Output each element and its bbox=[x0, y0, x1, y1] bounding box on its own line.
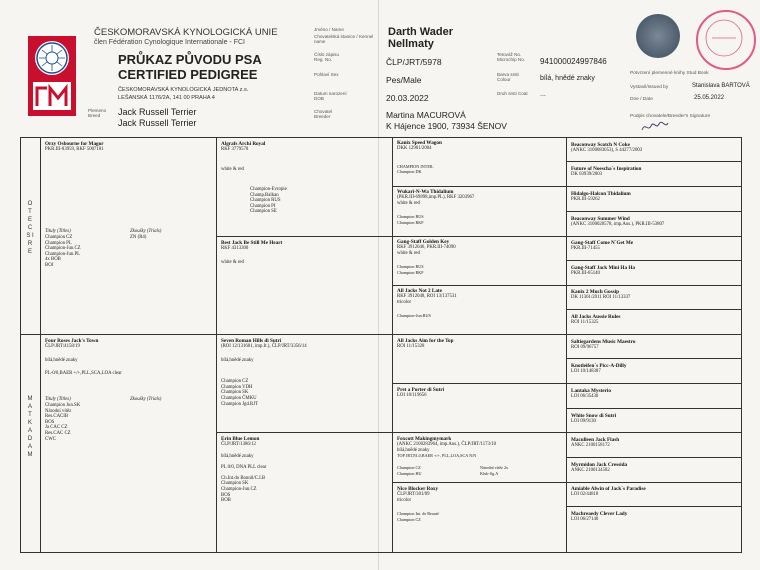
sire-side-label: O T E C S I R E bbox=[26, 201, 34, 255]
title: Champion CZ bbox=[45, 235, 73, 240]
g4-reg: DK 11361/2011 ROI 11/13337 bbox=[571, 295, 631, 300]
g4-reg: LOI 09/9130 bbox=[571, 419, 596, 424]
dob-label: Datum narození DOB bbox=[314, 91, 347, 101]
g4-cell-14 bbox=[571, 462, 627, 474]
g4-cell-12 bbox=[571, 413, 616, 425]
title: Champion RKF bbox=[397, 219, 424, 225]
sire-sire-colour: white & red bbox=[221, 166, 244, 172]
g4-name: Hidalgo-Halcon Thidalium bbox=[571, 191, 631, 197]
title: Res.CAC CZ bbox=[45, 430, 71, 436]
sire-cell bbox=[45, 141, 213, 153]
title: Champion-Evropie bbox=[250, 187, 287, 192]
dam-side-label: M A T K A D A M bbox=[27, 396, 33, 458]
title: BOS bbox=[45, 419, 55, 425]
title: Champion SK bbox=[221, 481, 249, 487]
issue-date-value: 25.05.2022 bbox=[694, 95, 725, 101]
breeder-name: Martina MACUROVÁ bbox=[386, 110, 466, 120]
dds-titles-2 bbox=[480, 465, 508, 476]
sss-reg: DKK 12901/2004 bbox=[397, 146, 432, 151]
title: Champion SE bbox=[250, 209, 277, 215]
g4-reg: LOI 06/35430 bbox=[571, 394, 599, 399]
dds-health: TOP JRT,P,L0,BAER +/+, PLL,LOA,SCA N/N bbox=[397, 453, 477, 459]
ssd-name: Wukari-N-Wa Thidalium bbox=[397, 189, 454, 195]
sss-cell bbox=[397, 140, 442, 175]
g4-reg: ROI 09/96757 bbox=[571, 345, 599, 350]
dsd-name: Pret a Porter di Sutri bbox=[397, 387, 445, 393]
issued-by-value: Stanislava BARTOVÁ bbox=[692, 83, 750, 89]
breeder-signature-label: Podpis chovatele/Breeder's Signature bbox=[630, 114, 711, 119]
dam-sire-cell bbox=[221, 338, 307, 407]
ssd-reg: (PKR.III-69898,imp.PL), RKF 3203967 bbox=[397, 195, 475, 200]
title: Champion-Jun.CZ bbox=[45, 246, 81, 252]
breed-label: Plemeno Breed bbox=[88, 108, 107, 118]
title: Champion PI bbox=[250, 203, 276, 209]
g4-cell-15 bbox=[571, 486, 646, 498]
g4-name: Beaconway Summer Wind bbox=[571, 216, 630, 222]
g4-reg: PKR.III-59262 bbox=[571, 197, 600, 202]
kennel-label: Chovatelská stanice / Kennel name bbox=[314, 34, 374, 44]
sds-name: Gang-Staff Golden Key bbox=[397, 239, 450, 245]
g4-reg: PKR.III-65140 bbox=[571, 271, 600, 276]
sds-colour: white & red bbox=[397, 250, 420, 256]
title: Champion-Jun.PL bbox=[45, 251, 81, 257]
g4-name: Future of Noescha´s Inspiration bbox=[571, 166, 642, 172]
sire-reg: PKR.III-83959, RKF 5007181 bbox=[45, 147, 104, 152]
studbook-label: Potvrzení plemenné knihy Stud Book bbox=[630, 71, 709, 76]
microchip-label: Tetováž No. Microchip No. bbox=[497, 52, 526, 62]
sire-name: Orzy Osbourne for Magor bbox=[45, 141, 104, 147]
title: Ja CAC CZ bbox=[45, 425, 68, 431]
g4-reg: (ANKC 3100020578, imp.Aus.), PKR.III-53807 bbox=[571, 222, 665, 227]
ddd-reg: ČLP/JRT/301/09 bbox=[397, 492, 430, 497]
dam-dam-name: Erin Blue Lemon bbox=[221, 436, 260, 442]
title: Champion DK bbox=[397, 169, 422, 175]
g4-name: Maculleen Jack Flash bbox=[571, 437, 620, 443]
hologram-seal-icon bbox=[636, 14, 680, 58]
title: Klub-Sg.A bbox=[480, 470, 499, 476]
title: Champion Int. de Beauté bbox=[397, 511, 439, 517]
g4-reg: (ANKC 3100083053), S 44277/2003 bbox=[571, 148, 643, 153]
sdd-cell bbox=[397, 288, 457, 319]
g4-cell-10 bbox=[571, 363, 626, 375]
title: Champion ČMKU bbox=[221, 395, 257, 401]
dsd-cell bbox=[397, 387, 444, 399]
breeder-label: Chovatel Breeder bbox=[314, 109, 333, 119]
g4-reg: ROI 11/15325 bbox=[571, 320, 599, 325]
g4-name: Machreaedy Clever Lady bbox=[571, 511, 628, 517]
g4-name: Kanix 2 Much Gossip bbox=[571, 289, 619, 295]
dds-reg: (ANKC 2100283964, imp.Aus.), ČLP/JRT/1173/10 bbox=[397, 442, 497, 447]
issue-date-label: Dne / Date bbox=[630, 97, 653, 102]
org-membership: člen Fédération Cynologique Internationale - FCI bbox=[94, 39, 245, 46]
dss-cell bbox=[397, 338, 454, 350]
sire-tests: ZN (R4) bbox=[130, 235, 147, 240]
dam-dam-cell bbox=[221, 436, 266, 504]
studbook-stamp-icon bbox=[696, 10, 756, 70]
signature-icon bbox=[640, 120, 670, 134]
microchip-value: 941000024997846 bbox=[540, 57, 607, 66]
title: Champion RKF bbox=[397, 269, 424, 275]
title: CWC bbox=[45, 436, 56, 442]
g4-name: Amiable Alwin of Jack´s Paradise bbox=[571, 486, 646, 492]
org-name: ČESKOMORAVSKÁ KYNOLOGICKÁ UNIE bbox=[94, 27, 278, 38]
sss-name: Kanix Speed Wagon bbox=[397, 140, 442, 146]
g4-name: Lantaka Mysterio bbox=[571, 388, 611, 394]
jednota-name: ČESKOMORAVSKÁ KYNOLOGICKÁ JEDNOTA z.s. bbox=[118, 87, 249, 93]
dam-sire-reg: (ROI 12/131601, imp.It.), ČLP/JRT/3356/14 bbox=[221, 344, 307, 349]
dds-titles bbox=[397, 465, 422, 476]
g4-name: White Snow di Sutri bbox=[571, 413, 617, 419]
dam-dam-colour: bílá,hnědé znaky bbox=[221, 453, 254, 459]
dog-name: Darth Wader bbox=[388, 26, 453, 38]
ddd-colour: tricolor bbox=[397, 497, 412, 503]
g4-cell-7 bbox=[571, 289, 630, 301]
g4-reg: LOI 02/44818 bbox=[571, 492, 599, 497]
dam-dam-reg: ČLP/JRT/1386/12 bbox=[221, 442, 256, 447]
g4-cell-16 bbox=[571, 511, 627, 523]
title: Champion VDH bbox=[221, 384, 253, 390]
dam-health: PL-0/0,BAER +/+,PLL,SCA,LOA clear bbox=[45, 371, 122, 377]
g4-name: Beaconway Scotch N Coke bbox=[571, 142, 630, 148]
g4-cell-5 bbox=[571, 240, 633, 252]
sire-dam-colour: white & red bbox=[221, 259, 244, 265]
title: 4x BOB bbox=[45, 257, 61, 263]
sex-value: Pes/Male bbox=[386, 75, 422, 85]
title: Národní vítěz 2x bbox=[480, 465, 509, 470]
g4-cell-3 bbox=[571, 191, 631, 203]
colour-label: Barva srsti Colour bbox=[497, 72, 519, 82]
title: Champion-Jun.RUS bbox=[397, 313, 431, 319]
dsd-reg: LOI 10/119656 bbox=[397, 393, 427, 398]
dam-name: Four Roses Jack's Town bbox=[45, 338, 99, 344]
title: Champion CZ bbox=[221, 379, 249, 385]
cmku-fci-logo-icon bbox=[28, 36, 76, 116]
dam-colour: bílá,hnědé znaky bbox=[45, 357, 78, 363]
breed-en: Jack Russell Terrier bbox=[118, 118, 197, 128]
title: Champion CZ bbox=[397, 465, 421, 470]
title: BOJ bbox=[45, 262, 54, 268]
sire-tests-label: Zkoušky (Trials) bbox=[130, 229, 162, 234]
dss-name: All Jacks Aim for the Top bbox=[397, 338, 454, 344]
dam-titles bbox=[45, 403, 80, 442]
g4-cell-13 bbox=[571, 437, 619, 449]
title: BOB bbox=[221, 498, 231, 504]
colour-value: bílá, hnědé znaky bbox=[540, 75, 595, 82]
title: Champion Jgd.RJT bbox=[221, 401, 259, 407]
breeder-address: K Hájence 1900, 73934 ŠENOV bbox=[386, 121, 507, 131]
coat-value: ... bbox=[540, 91, 546, 98]
issued-by-label: Vystavil/Issued by bbox=[630, 85, 669, 90]
title: Champion RUS bbox=[250, 198, 281, 204]
g4-cell-8 bbox=[571, 314, 620, 326]
sire-titles bbox=[45, 235, 81, 269]
dam-reg: ČLP/JRT/4158/19 bbox=[45, 344, 80, 349]
dds-name: Foxcott Makingmymark bbox=[397, 436, 452, 442]
g4-name: Saltiegardens Music Maestro bbox=[571, 339, 636, 345]
ssd-colour: white & red bbox=[397, 200, 420, 206]
dss-reg: ROI 11/15328 bbox=[397, 344, 425, 349]
ddd-name: Nice Blocker Roxy bbox=[397, 486, 439, 492]
title: Ch.Int.do Bonnil/C.I.B bbox=[221, 475, 266, 481]
dog-kennel: Nellmaty bbox=[388, 38, 434, 50]
title: Champion RUS bbox=[397, 264, 424, 270]
g4-cell-4 bbox=[571, 216, 664, 228]
sds-cell bbox=[397, 239, 456, 275]
dam-titles-label: Tituly (Titles) bbox=[45, 397, 71, 402]
sire-sire-reg: RKF 3779578 bbox=[221, 147, 249, 152]
g4-name: Knotleifen´s Picc-A-Dilly bbox=[571, 363, 627, 369]
title: Champion HU bbox=[397, 470, 422, 476]
g4-reg: LOI 06/27140 bbox=[571, 517, 599, 522]
reg-number: ČLP/JRT/5978 bbox=[386, 57, 442, 67]
sire-dam-cell bbox=[221, 240, 291, 265]
sire-sire-cell bbox=[221, 141, 281, 172]
g4-cell-6 bbox=[571, 265, 635, 277]
title: BOS bbox=[221, 492, 231, 498]
title: Res.CACIB bbox=[45, 414, 69, 420]
title-en: CERTIFIED PEDIGREE bbox=[118, 67, 258, 82]
title: Národní vítěz bbox=[45, 408, 72, 414]
title: Champion RUS bbox=[397, 214, 424, 220]
title: Champion SK bbox=[221, 390, 249, 396]
dam-tests-label: Zkoušky (Trials) bbox=[130, 397, 162, 402]
title: CHAMPION INTER. bbox=[397, 163, 434, 169]
ssd-cell bbox=[397, 189, 474, 225]
title-cz: PRŮKAZ PŮVODU PSA bbox=[118, 52, 262, 67]
g4-name: Gang-Staff Come N´Get Me bbox=[571, 240, 634, 246]
dam-cell bbox=[45, 338, 122, 377]
breed-cz: Jack Russell Terrier bbox=[118, 107, 197, 117]
dam-sire-colour: bílá,hnědé znaky bbox=[221, 357, 254, 363]
g4-reg: ANKC 2100134582 bbox=[571, 468, 610, 473]
g4-name: Gang-Staff Jack Mini Ha Ha bbox=[571, 265, 635, 271]
g4-cell-11 bbox=[571, 388, 611, 400]
g4-reg: DK 03939/2003 bbox=[571, 172, 603, 177]
sdd-colour: tricolor bbox=[397, 299, 412, 305]
g4-reg: ANKC 2100158172 bbox=[571, 443, 610, 448]
sex-label: Pohlaví Sex bbox=[314, 72, 339, 77]
dds-cell bbox=[397, 436, 496, 459]
sdd-reg: RKF 3912048, ROI 13/137531 bbox=[397, 294, 457, 299]
sds-reg: RKF 3912046, PKR.III-74090 bbox=[397, 245, 456, 250]
dam-sire-name: Seven Roman Hills di Sutri bbox=[221, 338, 282, 344]
title: Champion PL bbox=[45, 240, 72, 246]
sire-dam-name: Best Jack Be Still Me Heart bbox=[221, 240, 283, 246]
g4-reg: PKR.III-71455 bbox=[571, 246, 600, 251]
g4-cell-1 bbox=[571, 142, 642, 154]
title: Champion-Jun.CZ bbox=[221, 486, 257, 492]
dds-colour: bílá,hnědé znaky bbox=[397, 447, 430, 453]
ddd-cell bbox=[397, 486, 439, 522]
reg-label: Číslo zápisu Reg. No. bbox=[314, 52, 340, 62]
dam-dam-health: PL 0/0, DNA PLL clear bbox=[221, 465, 267, 471]
title: Champ.Balkan bbox=[250, 192, 279, 198]
sire-sire-titles bbox=[250, 187, 287, 215]
sire-sire-name: Algrafs Archi Royal bbox=[221, 141, 266, 147]
coat-label: Druh srsti Coat bbox=[497, 91, 528, 96]
sire-titles-label: Tituly (Titles) bbox=[45, 229, 71, 234]
dob-value: 20.03.2022 bbox=[386, 93, 429, 103]
jednota-address: LEŠANSKÁ 1176/2A, 141 00 PRAHA 4 bbox=[118, 95, 215, 101]
g4-cell-2 bbox=[571, 166, 641, 178]
title: Champion Jun.SK bbox=[45, 403, 81, 408]
sdd-name: All Jacks Not 2 Late bbox=[397, 288, 442, 294]
g4-cell-9 bbox=[571, 339, 635, 351]
g4-reg: LOI 10/148387 bbox=[571, 369, 601, 374]
title: Champion CZ bbox=[397, 516, 421, 522]
g4-name: Myrmidon Jack Cressida bbox=[571, 462, 628, 468]
name-label: Jméno / Name bbox=[314, 27, 344, 32]
g4-name: All Jacks Aussie Rules bbox=[571, 314, 621, 320]
sire-dam-reg: RKF 4313300 bbox=[221, 246, 249, 251]
